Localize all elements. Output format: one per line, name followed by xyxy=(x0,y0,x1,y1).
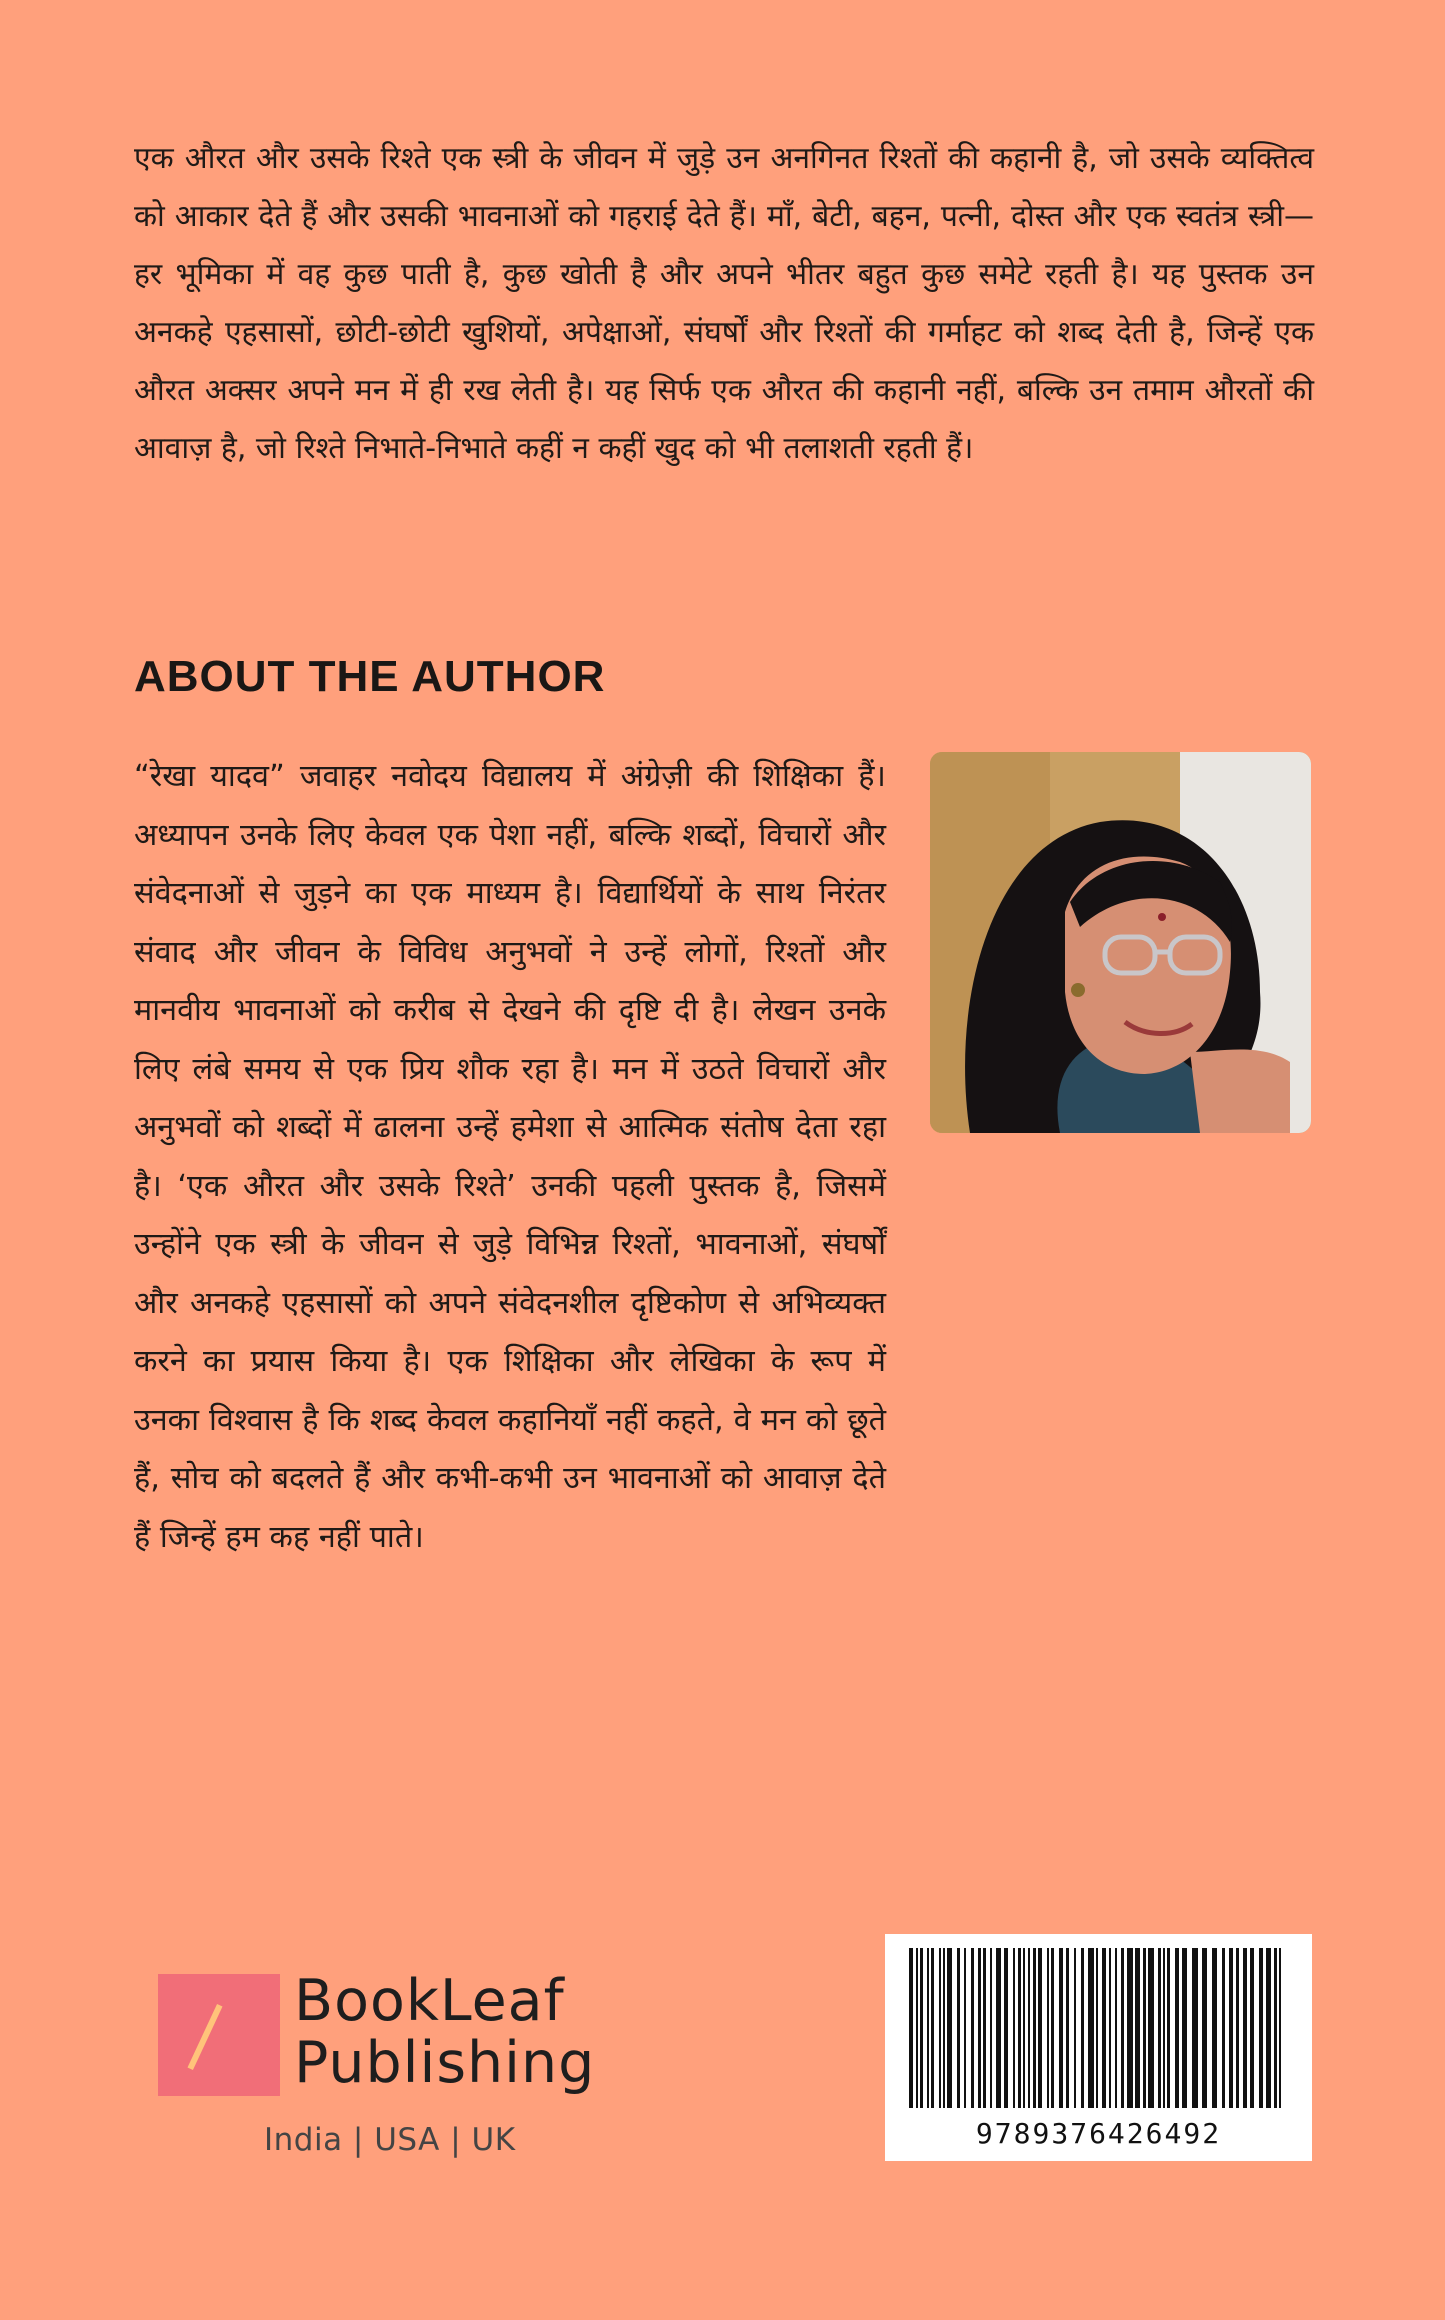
publisher-logo xyxy=(156,1968,616,2172)
publisher-countries: India | USA | UK xyxy=(264,2122,516,2158)
barcode-bars xyxy=(905,1948,1292,2108)
synopsis-text: एक औरत और उसके रिश्ते एक स्त्री के जीवन में जुड़े उन अनगिनत रिश्तों की कहानी है, जो उसके व्यक्तित्व को आकार देते हैं और उसकी भावनाओं को गहराई देते हैं। माँ, बेटी, बहन, पत्नी, दोस्त और एक स्वतंत्र स्त्री—हर भूमिका में वह कुछ पाती है, कुछ खोती है और अपने भीतर बहुत कुछ समेटे रहती है। यह पुस्तक उन अनकहे एहसासों, छोटी-छोटी खुशियों, अपेक्षाओं, संघर्षों और रिश्तों की गर्माहट को शब्द देती है, जिन्हें एक औरत अक्सर अपने मन में ही रख लेती है। यह सिर्फ एक औरत की कहानी नहीं, बल्कि उन तमाम औरतों की आवाज़ है, जो रिश्ते निभाते-निभाते कहीं न कहीं खुद को भी तलाशती रहती हैं। xyxy=(134,141,1314,466)
isbn-barcode xyxy=(885,1934,1312,2161)
isbn-number: 9789376426492 xyxy=(975,2117,1222,2150)
author-photo xyxy=(930,752,1311,1133)
author-bio-text: “रेखा यादव” जवाहर नवोदय विद्यालय में अंग्रेज़ी की शिक्षिका हैं। अध्यापन उनके लिए केवल एक पेशा नहीं, बल्कि शब्दों, विचारों और संवेदनाओं से जुड़ने का एक माध्यम है। विद्यार्थियों के साथ निरंतर संवाद और जीवन के विविध अनुभवों ने उन्हें लोगों, रिश्तों और मानवीय भावनाओं को करीब से देखने की दृष्टि दी है। लेखन उनके लिए लंबे समय से एक प्रिय शौक रहा है। मन में उठते विचारों और अनुभवों को शब्दों में ढालना उन्हें हमेशा से आत्मिक संतोष देता रहा है। ‘एक औरत और उसके रिश्ते’ उनकी पहली पुस्तक है, जिसमें उन्होंने एक स्त्री के जीवन से जुड़े विभिन्न रिश्तों, भावनाओं, संघर्षों और अनकहे एहसासों को अपने संवेदनशील दृष्टिकोण से अभिव्यक्त करने का प्रयास किया है। एक शिक्षिका और लेखिका के रूप में उनका विश्वास है कि शब्द केवल कहानियाँ नहीं कहते, वे मन को छूते हैं, सोच को बदलते हैं और कभी-कभी उन भावनाओं को आवाज़ देते हैं जिन्हें हम कह नहीं पाते। xyxy=(134,759,886,1555)
publisher-name xyxy=(294,1970,595,2094)
publisher-name-line2: Publishing xyxy=(294,2030,596,2096)
publisher-name-line1: BookLeaf xyxy=(294,1968,565,2034)
about-author-heading: ABOUT THE AUTHOR xyxy=(134,652,606,701)
logo-mark-icon xyxy=(158,1974,280,2096)
